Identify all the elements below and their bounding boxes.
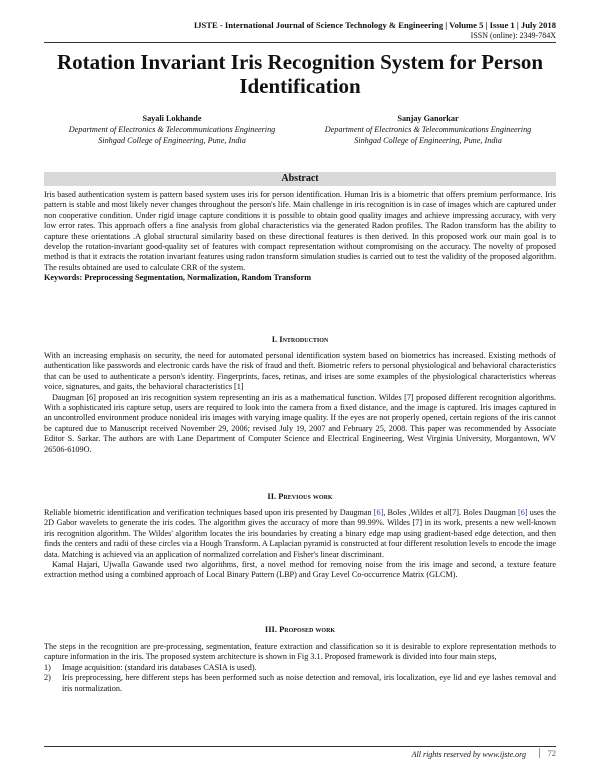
paragraph [44,508,556,560]
citation-link[interactable]: [6] [518,508,528,517]
paragraph: Daugman [6] proposed an iris recognition system representing an iris as a mathematical function. Wildes [7] proposed different recognition algorithms. With a sophisticated iris capture setup, users are required to look into the camera from a fixed distance, and the image is captured. Iris images captured in an uncontrolled environment produce nonideal iris images with varying image quality. If the eyes are not properly opened, certain regions of the iris cannot be captured due to Manuscript received November 29, 2006; revised July 19, 2007 and February 25, 2008. This paper was recommended by Associate Editor S. Sarkar. The authors are with Lane Department of Computer Science and Electrical Engineering, West Virginia University, Morgantown, WV 26506-6109O. [44,392,556,454]
paragraph: Kamal Hajari, Ujwalla Gawande used two algorithms, first, a novel method for removing noise from the iris image and second, a texture feature extraction method using a combined approach of Local Binary Pattern (LBP) and Gray Level Co-occurrence Matrix (GLCM). [44,560,556,580]
abstract-heading: Abstract [44,172,556,186]
abstract-body [44,190,556,284]
section-body-introduction [44,351,556,455]
list-number: 1) [44,662,51,672]
section-number: III. [264,624,277,634]
section-number: II. [267,491,277,501]
text-run: , Boles ,Wildes et al[7]. Boles Daugman [383,508,519,517]
journal-header: IJSTE - International Journal of Science Technology & Engineering | Volume 5 | Issue 1 | July 2018 [193,20,556,30]
list-text: Image acquisition: (standard iris databases CASIA is used). [62,662,257,672]
author-department: Department of Electronics & Telecommunications Engineering [68,125,276,134]
page-number: 72 [539,748,557,758]
text-run: uses the 2D Gabor wavelets to generate the iris codes. The algorithm gives the accuracy of more than 99.99%. Wildes [7] in its work, presents a new well-known iris recognition algorithm. The Wildes' algorithm locates the iris boundaries by creating a binary edge map using gradient-based edge detection, and then finds the centers and radii of these circles via a Hough Transform. A Laplacian pyramid is constructed at four different resolution levels to encode the image data. Matching is achieved via an application of normalized correlation and Fisher's linear discriminant. [44,508,557,559]
paragraph: With an increasing emphasis on security, the need for automated personal identification system based on biometrics has increased. Existing methods of authentication like passwords and electronic cards have the risk of fraud and theft. Biometric refers to personal physiological and behavioral characteristics that can be used to authenticate a person's identity. Fingerprints, faces, retinas, and irises are some examples of the physiological characteristics whereas voice, signatures, and gaits, the behavioral characteristics [1] [44,351,556,392]
paragraph: The steps in the recognition are pre-processing, segmentation, feature extraction and classification so it is desirable to explore representation methods to capture information in the iris. The proposed system architecture is shown in Fig 3.1. Proposed framework is divided into four main steps, [44,642,556,662]
section-title: Proposed work [279,624,336,634]
section-body-proposed-work [44,642,556,694]
author-2 [300,113,556,146]
footer-rights: All rights reserved by www.ijste.org [411,750,526,759]
section-heading-previous-work [44,491,556,501]
author-name: Sayali Lokhande [142,114,202,123]
author-institution: Sinhgad College of Engineering, Pune, India [354,136,502,145]
section-title: Previous work [278,491,333,501]
list-item [44,673,556,694]
section-number: I. [271,334,278,344]
list-text: Iris preprocessing, here different steps has been performed such as noise detection and removal, iris localization, eye lid and eye lashes removal and iris normalization. [62,673,556,693]
abstract-text: Iris based authentication system is pattern based system uses iris for person identification. Human Iris is a biometric that offers premium performance. Iris pattern is stable and most likely never changes throughout the person's life. Main challenge in iris recognition is in case of images which are captured under non cooperative condition. Under rigid image capture conditions it is possible to obtain good quality images and achieve impressing accuracy, with very low error rates. This approach offers a fine analysis from global characteristics via the generated Radon profiles. The Radon transform has the ability to capture these orientations .A global structural similarity based on these directional features is then derived. In this proposed work our main goal is to develop the rotation-invariant good-quality set of features with compact representation without compromising on the accuracy. The novelty of proposed method is that it extracts the rotation invariant features using radon transform simulation studies is carried out to test the validity of the proposed algorithm. The results obtained are used to calculate CRR of the system. [44,190,556,272]
citation-link[interactable]: [6] [373,508,384,517]
author-department: Department of Electronics & Telecommunications Engineering [324,125,532,134]
author-1 [44,113,300,146]
footer-rule [44,746,556,747]
section-body-previous-work [44,508,556,581]
author-name: Sanjay Ganorkar [397,114,459,123]
section-heading-introduction [44,334,556,344]
header-rule [44,42,556,43]
section-title: Introduction [279,334,329,344]
text-run: Reliable biometric identification and verification techniques based upon iris presented by Daugman [44,508,374,517]
author-institution: Sinhgad College of Engineering, Pune, India [98,136,246,145]
paper-title: Rotation Invariant Iris Recognition System for Person Identification [56,50,544,98]
section-heading-proposed-work [44,624,556,634]
list-item [44,663,556,673]
issn: ISSN (online): 2349-784X [470,31,556,40]
list-number: 2) [44,673,51,683]
keywords: Keywords: Preprocessing Segmentation, Normalization, Random Transform [44,273,312,283]
